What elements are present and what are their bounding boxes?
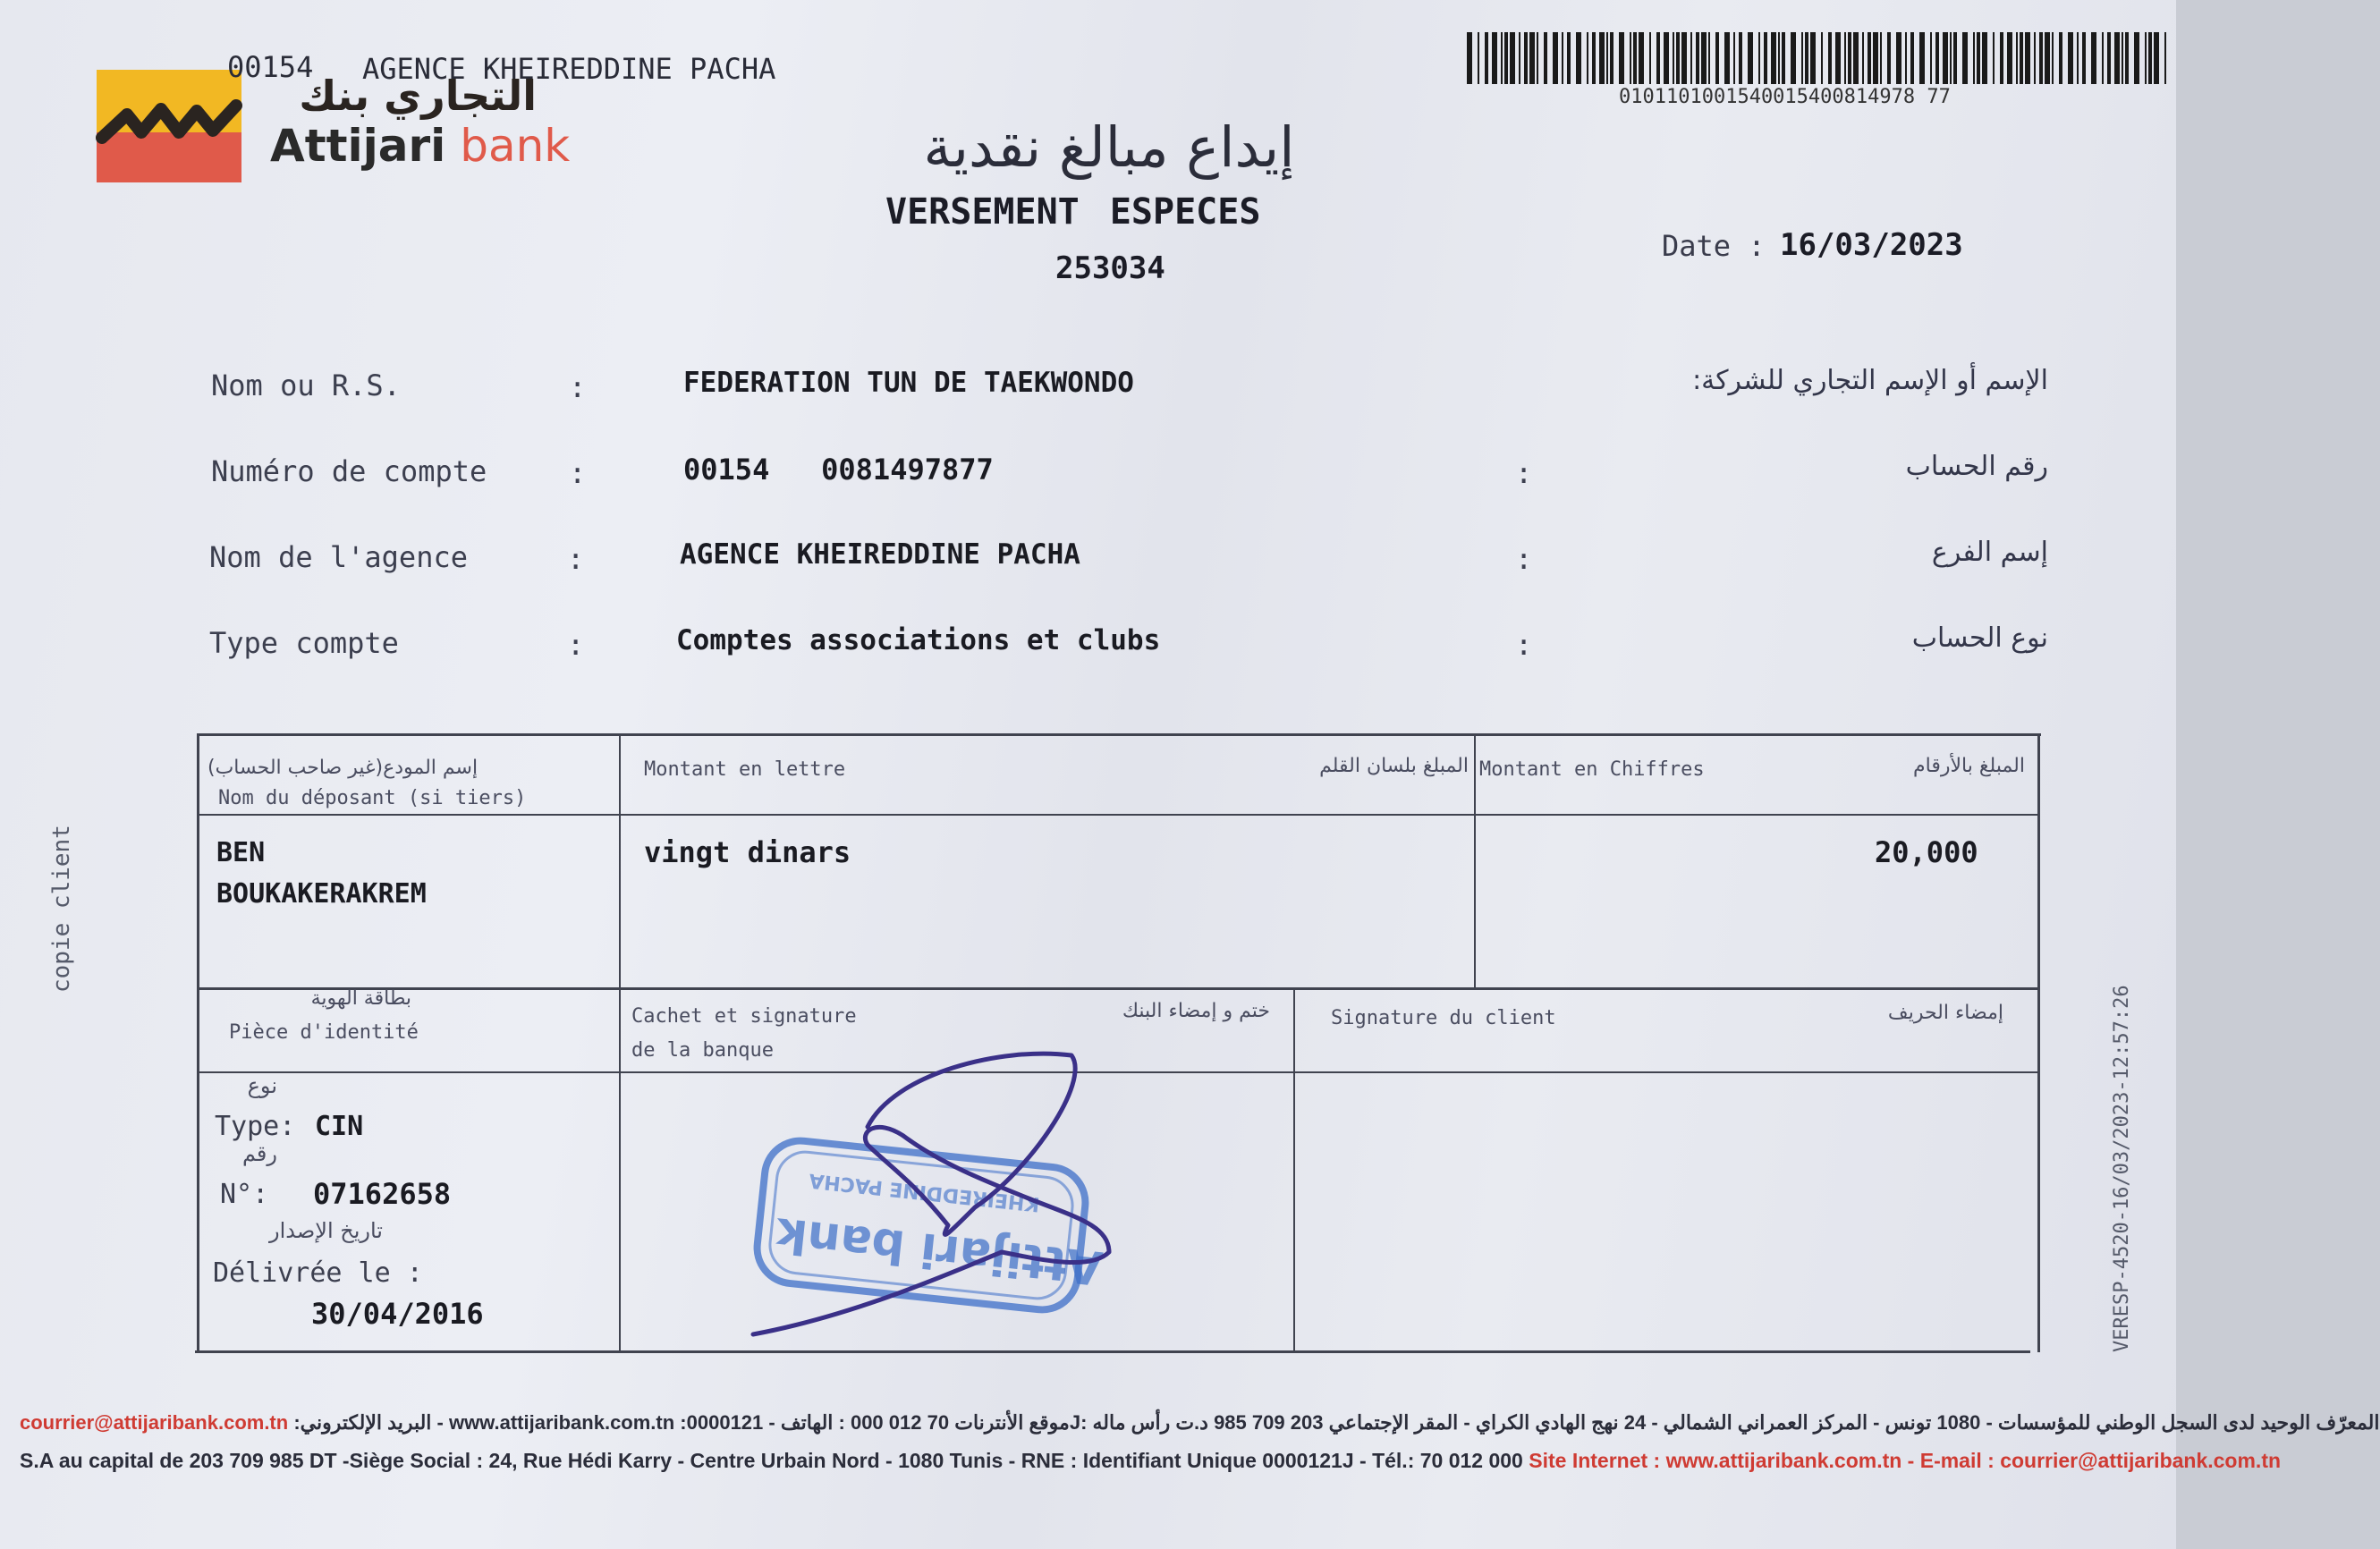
barcode-bar [1610,32,1613,84]
barcode-bar [1953,32,1957,84]
barcode-bar [2059,32,2062,84]
barcode-bar [1681,32,1687,84]
barcode-bar [1868,32,1871,84]
barcode-bar [1485,32,1488,84]
footer-legal-text: S.A au capital de 203 709 985 DT -Siège Social : 24, Rue Hédi Karry - Centre Urbain Nord - 1080 Tunis - RNE : Identifiant Unique 0000121J - Tél.: 70 012 000 [20,1449,1523,1472]
barcode-bar [1778,32,1780,84]
field-value-type: Comptes associations et clubs [676,624,1161,656]
table-line-header [199,814,2039,816]
barcode-bar [1567,32,1571,84]
barcode-bar [1862,32,1864,84]
barcode-bar [1782,32,1785,84]
barcode-bar [1504,32,1508,84]
barcode-bar [1690,32,1692,84]
bank-signature-header-1: Cachet et signature [631,1005,857,1028]
amount-letters-header: Montant en lettre [644,758,846,781]
barcode-bar [1758,32,1760,84]
id-type-value: CIN [315,1111,364,1142]
field-value-account: 00154 0081497877 [683,453,994,487]
barcode-bar [1973,32,1975,84]
table-border-left [197,733,199,1352]
field-label-name-ar: الإسم أو الإسم التجاري للشركة: [1692,365,2048,396]
barcode-bar [1935,32,1939,84]
barcode-bar [1887,32,1891,84]
barcode-bar [1630,32,1631,84]
barcode-bar [2034,32,2036,84]
stamp-text: Attijari bank [774,1206,1105,1295]
barcode-bar [1748,32,1753,84]
date-label: Date : [1662,229,1766,263]
barcode-bar [2164,32,2166,84]
title-arabic: إيداع مبالغ نقدية [923,114,1295,180]
id-header-ar: بطاقة الهوية [310,987,411,1010]
bank-signature-scribble [733,1046,1127,1342]
field-label-name: Nom ou R.S. [211,368,401,402]
barcode-bar [1821,32,1823,84]
footer-french-line [20,1449,2281,1473]
depositor-name-line1: BEN [216,837,266,868]
barcode-bar [1492,32,1497,84]
barcode-bar [1519,32,1520,84]
barcode-bar [1835,32,1841,84]
barcode-bar [1510,32,1515,84]
amount-in-letters: vingt dinars [644,835,851,869]
barcode-bar [1656,32,1660,84]
client-signature-header-ar: إمضاء الحريف [1887,1002,2003,1024]
barcode-bar [2107,32,2111,84]
barcode-bar [2134,32,2139,84]
bank-signature-header-2: de la banque [631,1039,774,1062]
bank-name-main: Attijari [270,120,446,172]
barcode-bar [1606,32,1608,84]
barcode-bar [1801,32,1803,84]
id-issue-value: 30/04/2016 [311,1297,484,1331]
field-value-name: FEDERATION TUN DE TAEKWONDO [683,367,1134,399]
barcode-bar [1676,32,1680,84]
barcode-bar [2007,32,2012,84]
field-colon: : [569,456,587,490]
id-type-label-ar: نوع [247,1073,277,1098]
barcode-bar [1599,32,1605,84]
barcode-bar [2068,32,2073,84]
barcode-bar [1733,32,1735,84]
barcode-bar [2077,32,2079,84]
barcode-bar [1673,32,1674,84]
barcode-bar [1848,32,1851,84]
field-colon-ar: : [1515,542,1533,576]
client-signature-header: Signature du client [1331,1007,1556,1029]
amount-digits-header-ar: المبلغ بالأرقام [1913,755,2025,777]
date-value: 16/03/2023 [1780,227,1963,263]
barcode-bar [1993,32,1995,84]
barcode-bar [1537,32,1538,84]
barcode-bar [1501,32,1503,84]
table-border-bottom [195,1350,2030,1353]
barcode-bar [2000,32,2003,84]
amount-letters-header-ar: المبلغ بلسان القلم [1319,755,1469,777]
agency-code: 00154 [227,50,314,84]
barcode-bar [2052,32,2054,84]
field-colon: : [567,542,585,576]
barcode-bar [2154,32,2159,84]
barcode-bar [1576,32,1581,84]
barcode-bar [2045,32,2050,84]
id-number-label: N°: [220,1179,269,1210]
barcode-bar [1896,32,1901,84]
barcode-bar [1664,32,1669,84]
bank-name-sub: bank [460,120,571,172]
barcode-number: 0101101001540015400814978 77 [1619,86,1951,108]
barcode-bar [1810,32,1816,84]
field-label-type-ar: نوع الحساب [1911,622,2048,654]
document-number: 253034 [1055,250,1165,286]
barcode-bar [1962,32,1968,84]
footer-arabic-text: :البريد الإلكتروني - www.attijaribank.com.tn :موقع الأنترنات 70 012 000 : الهاتف - 0000121J: المعرّف الوحيد لدى السجل الوطني للمؤسسات - 1080 تونس - المركز العمراني الشمالي - 24 نهج الهادي الكراي - المقر الإجتماعي 203 709 985 د.ت رأس ماله [293,1411,2380,1434]
id-issue-label-ar: تاريخ الإصدار [269,1218,383,1243]
id-issue-label: Délivrée le : [213,1257,423,1289]
barcode-bar [2091,32,2096,84]
barcode-bar [1562,32,1563,84]
table-col-1 [619,735,621,1350]
barcode-bar [1930,32,1932,84]
barcode-bar [1467,32,1472,84]
barcode-bar [1943,32,1948,84]
barcode-bar [2122,32,2123,84]
barcode-bar [1977,32,1980,84]
barcode-bar [1715,32,1719,84]
table-col-3 [1293,989,1295,1350]
barcode-bar [2016,32,2018,84]
barcode-bar [1853,32,1859,84]
barcode-bar [1905,32,1907,84]
field-label-account-ar: رقم الحساب [1905,451,2048,482]
amount-in-digits: 20,000 [1875,835,1978,869]
barcode-bar [1524,32,1528,84]
barcode-bar [2082,32,2086,84]
reference-vertical: VERESP-4520-16/03/2023-12:57:26 [2111,985,2133,1352]
barcode-bar [1701,32,1707,84]
barcode-bar [1910,32,1914,84]
field-colon: : [567,628,585,662]
id-number-label-ar: رقم [241,1141,277,1166]
field-colon-ar: : [1515,628,1533,662]
barcode-bar [1708,32,1710,84]
barcode-bar [1544,32,1547,84]
table-line-mid [199,987,2039,990]
field-value-agency: AGENCE KHEIREDDINE PACHA [680,538,1080,571]
barcode-bar [1619,32,1624,84]
barcode-bar [1553,32,1558,84]
barcode-bar [1529,32,1535,84]
barcode-bar [1724,32,1730,84]
table-col-2 [1474,735,1476,989]
barcode-bar [2145,32,2147,84]
barcode-bar [1950,32,1952,84]
barcode-bar [1873,32,1878,84]
footer-arabic-line [20,1411,2380,1435]
field-colon-ar: : [1515,456,1533,490]
bank-name-latin [270,120,570,172]
barcode-bar [1771,32,1776,84]
footer-email: courrier@attijaribank.com.tn [20,1411,289,1434]
id-header-fr: Pièce d'identité [229,1021,419,1044]
bank-name-arabic: التجاري بنك [299,72,537,120]
barcode-bar [1844,32,1846,84]
barcode-bar [2114,32,2120,84]
depositor-header-fr: Nom du déposant (si tiers) [218,787,527,809]
id-number-value: 07162658 [313,1177,452,1211]
stamp-subtext: KHEIREDDINE PACHA [808,1168,1041,1215]
barcode-bar [1828,32,1832,84]
footer-contact: Site Internet : www.attijaribank.com.tn - E-mail : courrier@attijaribank.com.tn [1522,1449,2282,1472]
table-border-top [199,733,2041,736]
barcode-bar [2102,32,2104,84]
field-colon: : [569,370,587,404]
barcode-bar [2025,32,2030,84]
barcode-bar [1739,32,1742,84]
agency-name-header: AGENCE KHEIREDDINE PACHA [362,52,776,86]
barcode-bar [1696,32,1699,84]
field-label-agency: Nom de l'agence [209,540,468,574]
barcode-bar [1764,32,1767,84]
id-type-label: Type: [215,1111,296,1142]
barcode-bar [1649,32,1651,84]
copy-client-label: copie client [48,825,75,993]
depositor-header-ar: إسم المودع(غير صاحب الحساب) [208,757,479,779]
barcode-bar [1805,32,1808,84]
barcode [1467,32,2175,88]
barcode-bar [1919,32,1925,84]
barcode-bar [1478,32,1479,84]
field-label-type: Type compte [209,626,399,660]
depositor-name-line2: BOUKAKERAKREM [216,878,427,910]
title-french: VERSEMENT ESPECES [885,191,1261,233]
amount-digits-header: Montant en Chiffres [1479,758,1705,781]
barcode-bar [1791,32,1796,84]
barcode-bar [1633,32,1637,84]
barcode-bar [2020,32,2023,84]
field-label-account: Numéro de compte [211,454,487,488]
attijari-logo [97,70,241,182]
barcode-bar [2148,32,2152,84]
barcode-bar [1592,32,1596,84]
field-label-agency-ar: إسم الفرع [1931,537,2048,568]
barcode-bar [1982,32,1987,84]
table-border-right [2037,733,2040,1352]
barcode-bar [1639,32,1644,84]
barcode-bar [1587,32,1588,84]
barcode-bar [2039,32,2043,84]
barcode-bar [1880,32,1882,84]
barcode-bar [2125,32,2129,84]
bank-signature-header-ar: ختم و إمضاء البنك [1122,1000,1270,1022]
